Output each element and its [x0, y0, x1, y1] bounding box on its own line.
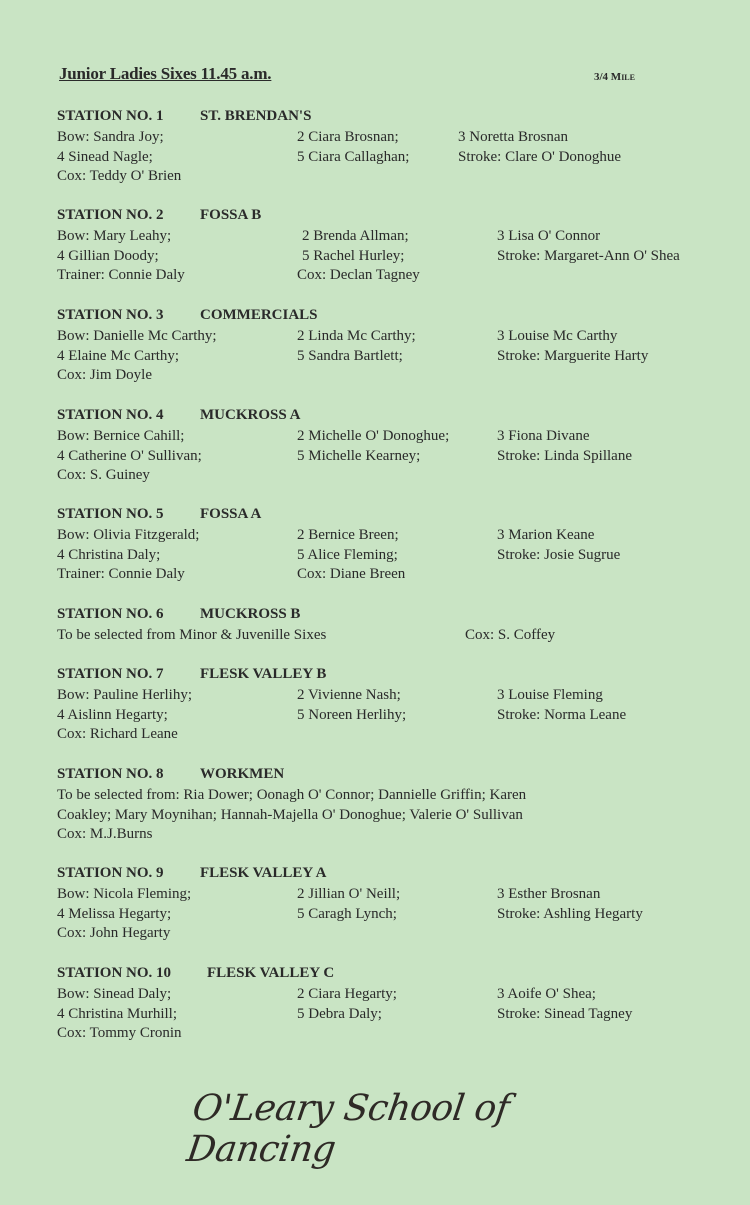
crew-member: 4 Christina Murhill;: [57, 1005, 177, 1022]
crew-member: 5 Noreen Herlihy;: [297, 706, 407, 723]
crew-member: 2 Michelle O' Donoghue;: [297, 428, 450, 444]
station-number: STATION NO. 2: [57, 207, 164, 223]
team-name: FLESK VALLEY A: [200, 865, 327, 881]
station-block: [57, 306, 737, 386]
crew-member: Stroke: Norma Leane: [497, 706, 627, 723]
station-block: [57, 505, 737, 585]
crew-member: Stroke: Marguerite Harty: [497, 347, 649, 364]
crew-member: Stroke: Josie Sugrue: [497, 546, 621, 563]
crew-member: 4 Sinead Nagle;: [57, 148, 153, 165]
crew-member: 3 Esther Brosnan: [497, 886, 601, 902]
station-number: STATION NO. 7: [57, 666, 164, 682]
crew-member: 3 Marion Keane: [497, 527, 595, 543]
station-number: STATION NO. 10: [57, 965, 172, 981]
crew-member: Stroke: Linda Spillane: [497, 447, 632, 464]
cox: Cox: Tommy Cronin: [57, 1025, 182, 1041]
cox: Cox: Teddy O' Brien: [57, 168, 182, 184]
crew-member: 4 Melissa Hegarty;: [57, 905, 172, 922]
crew-member: Bow: Sandra Joy;: [57, 129, 164, 145]
crew-member: 3 Noretta Brosnan: [458, 129, 568, 145]
crew-member: 4 Catherine O' Sullivan;: [57, 447, 202, 464]
team-name: MUCKROSS A: [200, 407, 301, 423]
team-name: FLESK VALLEY B: [200, 666, 327, 682]
cox: Cox: Declan Tagney: [297, 267, 420, 283]
crew-member: 3 Aoife O' Shea;: [497, 986, 596, 1002]
crew-member: Stroke: Clare O' Donoghue: [458, 148, 622, 165]
sponsor-advert: O'Leary School of Dancing: [184, 1088, 512, 1170]
crew-member: 2 Linda Mc Carthy;: [297, 328, 416, 344]
station-heading: [57, 406, 737, 427]
station-block: [57, 206, 737, 286]
team-name: MUCKROSS B: [200, 606, 301, 622]
crew-member: 5 Ciara Callaghan;: [297, 148, 410, 165]
station-heading: [57, 964, 737, 985]
cox: Cox: S. Guiney: [57, 467, 150, 483]
station-number: STATION NO. 3: [57, 307, 164, 323]
station-heading: [57, 605, 737, 626]
cox: Cox: S. Coffey: [465, 627, 556, 643]
crew-member: 2 Ciara Brosnan;: [297, 129, 399, 145]
crew-member: 3 Louise Fleming: [497, 687, 603, 703]
station-block: [57, 406, 737, 486]
crew-member: 2 Jillian O' Neill;: [297, 886, 401, 902]
crew-member: Bow: Sinead Daly;: [57, 986, 172, 1002]
cox: Cox: Jim Doyle: [57, 367, 153, 383]
station-number: STATION NO. 5: [57, 506, 164, 522]
crew-member: 5 Alice Fleming;: [297, 546, 398, 563]
crew-member: Bow: Pauline Herlihy;: [57, 687, 192, 703]
station-heading: [57, 206, 737, 227]
station-heading: [57, 765, 737, 786]
crew-member: 4 Elaine Mc Carthy;: [57, 347, 180, 364]
crew-member: 2 Brenda Allman;: [302, 228, 409, 244]
trainer: Trainer: Connie Daly: [57, 267, 185, 283]
race-distance: 3/4 Mile: [594, 71, 635, 83]
team-name: FOSSA B: [200, 207, 262, 223]
crew-member: 3 Louise Mc Carthy: [497, 328, 618, 344]
crew-member: 3 Lisa O' Connor: [497, 228, 601, 244]
crew-member: Bow: Danielle Mc Carthy;: [57, 328, 217, 344]
crew-member: 5 Rachel Hurley;: [302, 247, 405, 264]
cox: Cox: John Hegarty: [57, 925, 171, 941]
crew-member: 3 Fiona Divane: [497, 428, 590, 444]
crew-member: Stroke: Ashling Hegarty: [497, 905, 643, 922]
station-number: STATION NO. 9: [57, 865, 164, 881]
team-name: FOSSA A: [200, 506, 262, 522]
station-block: [57, 765, 737, 845]
crew-member: Bow: Olivia Fitzgerald;: [57, 527, 200, 543]
station-block: [57, 605, 737, 646]
station-number: STATION NO. 1: [57, 108, 164, 124]
crew-member: 5 Debra Daly;: [297, 1005, 382, 1022]
station-heading: [57, 505, 737, 526]
station-heading: [57, 107, 737, 128]
crew-member: 2 Bernice Breen;: [297, 527, 399, 543]
team-name: ST. BRENDAN'S: [200, 108, 312, 124]
crew-member: 5 Caragh Lynch;: [297, 905, 397, 922]
crew-member: Bow: Bernice Cahill;: [57, 428, 185, 444]
station-heading: [57, 864, 737, 885]
crew-member: Stroke: Margaret-Ann O' Shea: [497, 247, 680, 264]
station-number: STATION NO. 8: [57, 766, 164, 782]
team-name: WORKMEN: [200, 766, 285, 782]
station-block: [57, 864, 737, 944]
crew-member: Stroke: Sinead Tagney: [497, 1005, 633, 1022]
crew-member: 2 Ciara Hegarty;: [297, 986, 397, 1002]
cox: Cox: Richard Leane: [57, 726, 178, 742]
crew-member: Bow: Nicola Fleming;: [57, 886, 192, 902]
crew-member: 4 Gillian Doody;: [57, 247, 159, 264]
crew-member: 5 Michelle Kearney;: [297, 447, 421, 464]
selection-note: To be selected from Minor & Juvenille Sixes: [57, 627, 327, 643]
team-name: COMMERCIALS: [200, 307, 318, 323]
selection-note: To be selected from: Ria Dower; Oonagh O' Connor; Dannielle Griffin; Karen: [57, 787, 527, 803]
team-name: FLESK VALLEY C: [207, 965, 335, 981]
crew-member: 2 Vivienne Nash;: [297, 687, 401, 703]
crew-member: 5 Sandra Bartlett;: [297, 347, 403, 364]
cox: Cox: Diane Breen: [297, 566, 406, 582]
trainer: Trainer: Connie Daly: [57, 566, 185, 582]
crew-member: 4 Aislinn Hegarty;: [57, 706, 168, 723]
station-block: [57, 107, 737, 187]
station-number: STATION NO. 6: [57, 606, 164, 622]
station-block: [57, 665, 737, 745]
race-title: Junior Ladies Sixes 11.45 a.m.: [59, 64, 272, 83]
selection-note: Coakley; Mary Moynihan; Hannah-Majella O' Donoghue; Valerie O' Sullivan: [57, 806, 523, 823]
station-heading: [57, 306, 737, 327]
crew-member: Bow: Mary Leahy;: [57, 228, 172, 244]
station-block: [57, 964, 737, 1044]
cox: Cox: M.J.Burns: [57, 826, 153, 842]
station-heading: [57, 665, 737, 686]
crew-member: 4 Christina Daly;: [57, 546, 161, 563]
station-number: STATION NO. 4: [57, 407, 164, 423]
